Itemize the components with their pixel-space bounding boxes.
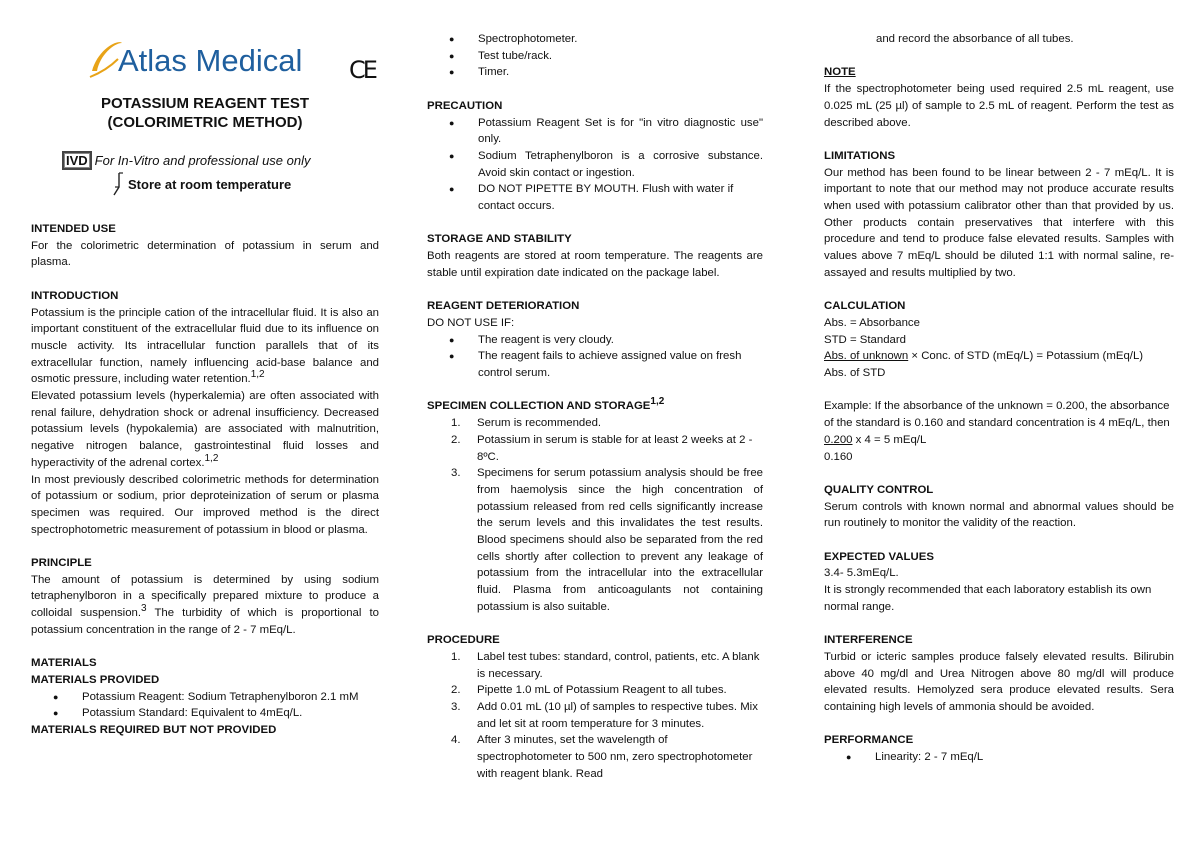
abs-definition: Abs. = Absorbance bbox=[824, 316, 920, 329]
principle-heading: PRINCIPLE bbox=[31, 557, 92, 570]
reference-superscript: 1,2 bbox=[650, 396, 665, 408]
materials-provided-heading: MATERIALS PROVIDED bbox=[31, 673, 160, 686]
ce-mark-icon: CE bbox=[349, 56, 375, 84]
ivd-statement bbox=[62, 151, 311, 170]
column-1 bbox=[31, 221, 379, 739]
calculation-formula: Abs. of unknown × Conc. of STD (mEq/L) = Potassium (mEq/L) bbox=[824, 350, 1144, 363]
logo-text: Atlas Medical bbox=[118, 43, 303, 78]
expected-values-text: It is strongly recommended that each laboratory establish its own normal range. bbox=[824, 584, 1152, 613]
list-item: ● Potassium Standard: Equivalent to 4mEq/L. bbox=[31, 705, 379, 722]
materials-not-provided-heading: MATERIALS REQUIRED BUT NOT PROVIDED bbox=[31, 724, 277, 737]
list-item: 3. Specimens for serum potassium analysis should be free from haemolysis since the high concentration of potassium released from red cells significantly increase the serum levels and this invalidates the test results. Blood specimens should also be separated from the red cells shortly after collection to prevent any leakage of potassium from the intracellular into the extracellular fluid. Plasma from anticoagulants not containing potassium is also suitable. bbox=[451, 467, 763, 613]
list-item: ● The reagent fails to achieve assigned value on fresh control serum. bbox=[427, 348, 763, 381]
interference-heading: INTERFERENCE bbox=[824, 634, 913, 647]
introduction-paragraph-3: In most previously described colorimetric methods for determination of potassium or sodium, prior deproteinization of serum or plasma specimen was required. Our improved method is the direct spectrophotometric measurement of potassium in blood or plasma. bbox=[31, 473, 379, 536]
example-formula-denominator: 0.160 bbox=[824, 450, 853, 463]
expected-values-heading: EXPECTED VALUES bbox=[824, 550, 934, 563]
quality-control-text: Serum controls with known normal and abnormal values should be run routinely to monitor the validity of the reaction. bbox=[824, 500, 1174, 530]
deterioration-heading: REAGENT DETERIORATION bbox=[427, 300, 580, 313]
list-item: ● Potassium Reagent: Sodium Tetraphenylboron 2.1 mM bbox=[31, 689, 379, 706]
title-line-1: POTASSIUM REAGENT TEST bbox=[100, 95, 310, 112]
storage-statement bbox=[110, 172, 291, 196]
list-item: ● Timer. bbox=[427, 64, 763, 81]
reference-superscript: 1,2 bbox=[250, 369, 265, 381]
list-item: 1. Label test tubes: standard, control, patients, etc. A blank is necessary. bbox=[451, 650, 760, 680]
title-line-2: (COLORIMETRIC METHOD) bbox=[107, 114, 303, 131]
column-2 bbox=[427, 31, 763, 783]
precaution-heading: PRECAUTION bbox=[427, 99, 503, 112]
intended-use-text: For the colorimetric determination of potassium in serum and plasma. bbox=[31, 239, 379, 269]
calculation-heading: CALCULATION bbox=[824, 300, 906, 313]
principle-text: The amount of potassium is determined by using sodium tetraphenylboron in a specifically prepared mixture to produce a colloidal suspension.$^3$ The turbidity of which is proportional to potassium concentration in the range of 2 - 7 mEq/L. bbox=[31, 573, 379, 636]
list-item: 2. Pipette 1.0 mL of Potassium Reagent to all tubes. bbox=[451, 684, 727, 697]
expected-range: 3.4- 5.3mEq/L. bbox=[824, 567, 899, 580]
quality-control-heading: QUALITY CONTROL bbox=[824, 483, 934, 496]
intended-use-heading: INTENDED USE bbox=[31, 223, 116, 235]
note-heading: NOTE bbox=[824, 66, 856, 79]
list-item: 4. After 3 minutes, set the wavelength of spectrophotometer to 500 nm, zero spectrophotometer with reagent blank. Read bbox=[451, 734, 753, 780]
list-item: ● Potassium Reagent Set is for "in vitro diagnostic use" only. bbox=[427, 115, 763, 148]
list-item: ● DO NOT PIPETTE BY MOUTH. Flush with water if contact occurs. bbox=[427, 181, 763, 214]
temperature-limit-icon bbox=[110, 172, 124, 196]
list-item: 3. Add 0.01 mL (10 µl) of samples to respective tubes. Mix and let sit at room temperature for 3 minutes. bbox=[451, 701, 758, 730]
storage-note: Store at room temperature bbox=[128, 177, 292, 192]
storage-heading: STORAGE AND STABILITY bbox=[427, 233, 572, 246]
list-item: ● Test tube/rack. bbox=[427, 48, 763, 65]
list-item: ● Linearity: 2 - 7 mEq/L bbox=[824, 749, 1174, 766]
list-item: ● Sodium Tetraphenylboron is a corrosive substance. Avoid skin contact or ingestion. bbox=[427, 148, 763, 181]
list-item: ● Spectrophotometer. bbox=[427, 31, 763, 48]
storage-text: Both reagents are stored at room temperature. The reagents are stable until expiration date indicated on the package label. bbox=[427, 250, 763, 279]
introduction-paragraph-1: Potassium is the principle cation of the intracellular fluid. It is also an important constituent of the extracellular fluid due to its influence on muscle activity. Its intracellular function parallels that of its extracellular function, namely influencing acid-base balance and osmotic pressure, including water retention.$^{1,2}$ bbox=[31, 306, 379, 386]
calculation-formula-denominator: Abs. of STD bbox=[824, 367, 886, 380]
ivd-text: For In-Vitro and professional use only bbox=[94, 153, 311, 168]
introduction-heading: INTRODUCTION bbox=[31, 289, 119, 302]
document-title bbox=[31, 94, 379, 132]
list-item: ● The reagent is very cloudy. bbox=[427, 332, 763, 349]
calculation-example: Example: If the absorbance of the unknown = 0.200, the absorbance of the standard is 0.160 and standard concentration is 4 mEq/L, then bbox=[824, 400, 1170, 430]
procedure-continuation: and record the absorbance of all tubes. bbox=[876, 33, 1074, 45]
reference-superscript: 1,2 bbox=[204, 452, 219, 464]
example-formula: 0.200 x 4 = 5 mEq/L bbox=[824, 433, 927, 446]
list-item: 1. Serum is recommended. bbox=[451, 417, 602, 430]
specimen-heading: SPECIMEN COLLECTION AND STORAGE$^{1,2}$ bbox=[427, 396, 665, 413]
materials-heading: MATERIALS bbox=[31, 657, 97, 670]
reference-superscript: 3 bbox=[141, 603, 147, 615]
ivd-badge-icon: IVD bbox=[62, 151, 92, 170]
column-3 bbox=[824, 31, 1174, 766]
std-definition: STD = Standard bbox=[824, 333, 906, 346]
note-text: If the spectrophotometer being used required 2.5 mL reagent, use 0.025 mL (25 µl) of sample to 2.5 mL of reagent. Perform the test as described above. bbox=[824, 83, 1174, 129]
atlas-medical-logo bbox=[88, 37, 312, 81]
deterioration-intro: DO NOT USE IF: bbox=[427, 316, 515, 329]
limitations-text: Our method has been found to be linear between 2 - 7 mEq/L. It is important to note that our method may not produce accurate results when used with potassium calibrator other than that provided by us. Other products contain preservatives that interfere with this procedure and tend to produce false elevated results. Samples with values above 7 mEq/L should be diluted 1:1 with normal saline, re-assayed and results multiplied by two. bbox=[824, 166, 1174, 279]
procedure-heading: PROCEDURE bbox=[427, 634, 500, 647]
introduction-paragraph-2: Elevated potassium levels (hyperkalemia) are often associated with renal failure, dehydration shock or adrenal insufficiency. Decreased potassium levels (hypokalemia) are associated with malnutrition, negative nitrogen balance, gastrointestinal fluid losses and hyperactivity of the adrenal cortex.$^{1,2}$ bbox=[31, 390, 379, 469]
limitations-heading: LIMITATIONS bbox=[824, 149, 896, 162]
performance-heading: PERFORMANCE bbox=[824, 734, 914, 747]
interference-text: Turbid or icteric samples produce falsely elevated results. Bilirubin above 40 mg/dl and Urea Nitrogen above 80 mg/dl will produce elevated results. Hemolyzed sera produce elevated results. Sera containing high levels of ammonia should be avoided. bbox=[824, 650, 1174, 714]
list-item: 2. Potassium in serum is stable for at least 2 weeks at 2 - 8ºC. bbox=[451, 433, 753, 463]
